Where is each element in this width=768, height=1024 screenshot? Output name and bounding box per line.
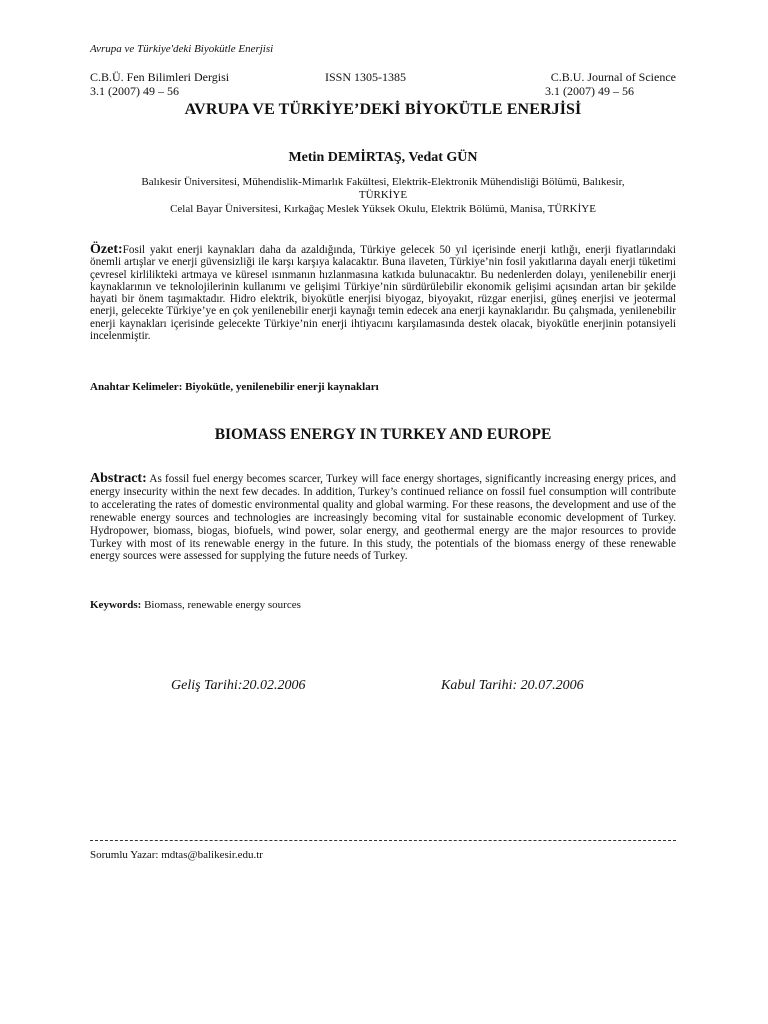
- authors: Metin DEMİRTAŞ, Vedat GÜN: [288, 150, 478, 165]
- paper-title-en: BIOMASS ENERGY IN TURKEY AND EUROPE: [214, 426, 552, 443]
- issn: ISSN 1305-1385: [325, 70, 407, 84]
- paper-title-tr: AVRUPA VE TÜRKİYE’DEKİ BİYOKÜTLE ENERJİSİ: [184, 101, 582, 118]
- affiliation-line-2: TÜRKİYE: [358, 189, 408, 201]
- abstract-paragraph: [90, 473, 676, 563]
- keywords-en-label: Keywords:: [90, 599, 142, 611]
- affiliation-line-1: Balıkesir Üniversitesi, Mühendislik-Mimarlık Fakültesi, Elektrik-Elektronik Mühendisliği Bölümü, Balıkesir,: [141, 176, 625, 188]
- abstract-text: As fossil fuel energy becomes scarcer, Turkey will face energy shortages, significantly increasing energy prices, and energy insecurity within the next few decades. In addition, Turkey’s continued reliance on fossil fuel consumption will contribute to accelerating the rates of domestic environmental quality and global warming. For these reasons, the development and use of the renewable energy sources and technologies are increasingly becoming vital for sustainable economic development of Turkey. Hydropower, biomass, biogas, biofuels, wind power, solar energy, and geothermal energy are the major resources to provide Turkey with most of its renewable energy in the future. In this study, the potentials of the biomass energy of these renewable energy sources were assessed for supplying the future needs of Turkey.: [90, 473, 676, 563]
- journal-name-en: C.B.U. Journal of Science: [550, 70, 676, 84]
- journal-name-tr: C.B.Ü. Fen Bilimleri Dergisi: [90, 70, 230, 84]
- received-date: Geliş Tarihi:20.02.2006: [171, 678, 306, 693]
- keywords-en: [90, 599, 301, 611]
- accepted-date: Kabul Tarihi: 20.07.2006: [441, 678, 584, 693]
- keywords-tr: Anahtar Kelimeler: Biyokütle, yenilenebilir enerji kaynakları: [90, 381, 379, 393]
- footnote-divider: [90, 840, 676, 841]
- running-head: Avrupa ve Türkiye'deki Biyokütle Enerjisi: [90, 43, 274, 55]
- affiliation-line-3: Celal Bayar Üniversitesi, Kırkağaç Meslek Yüksek Okulu, Elektrik Bölümü, Manisa, TÜRKİYE: [170, 203, 596, 215]
- volume-right: 3.1 (2007) 49 – 56: [545, 84, 634, 98]
- keywords-en-text: Biomass, renewable energy sources: [144, 599, 301, 611]
- volume-left: 3.1 (2007) 49 – 56: [90, 84, 179, 98]
- corresponding-author-footnote: Sorumlu Yazar: mdtas@balikesir.edu.tr: [90, 849, 263, 861]
- ozet-paragraph: [90, 244, 676, 342]
- ozet-text: Fosil yakıt enerji kaynakları daha da azaldığında, Türkiye gelecek 50 yıl içerisinde enerji kıtlığı, enerji fiyatlarındaki önemli artışlar ve enerji güvensizliği ile karşı karşıya kalacaktır. Buna ilaveten, Türkiye’nin fosil yakıtlarına dayalı enerji tüketimi çevresel kirlilikteki artmaya ve küresel ısınmanın hızlanmasına katkıda bulunacaktır. Bu nedenlerden dolayı, yenilenebilir enerji kaynaklarının ve teknolojilerinin kullanımı ve gelişimi Türkiye’nin sürdürülebilir ekonomik gelişimi açısından artan bir şekilde hayati bir önem taşımaktadır. Hidro elektrik, biyokütle enerjisi biyogaz, biyoyakıt, rüzgar enerjisi, güneş enerjisi ve jeotermal enerji, gelecekte Türkiye’ye en çok yenilenebilir enerji kaynağı temin edecek ana enerji kaynaklarıdır. Bu çalışmada, yenilenebilir enerji kaynakları içerisinde gelecekte Türkiye’nin enerji ihtiyacını karşılamasında destek olacak, biyokütle enerjinin potansiyeli incelenmiştir.: [90, 244, 676, 343]
- ozet-label: Özet:: [90, 242, 123, 257]
- abstract-label: Abstract:: [90, 471, 147, 486]
